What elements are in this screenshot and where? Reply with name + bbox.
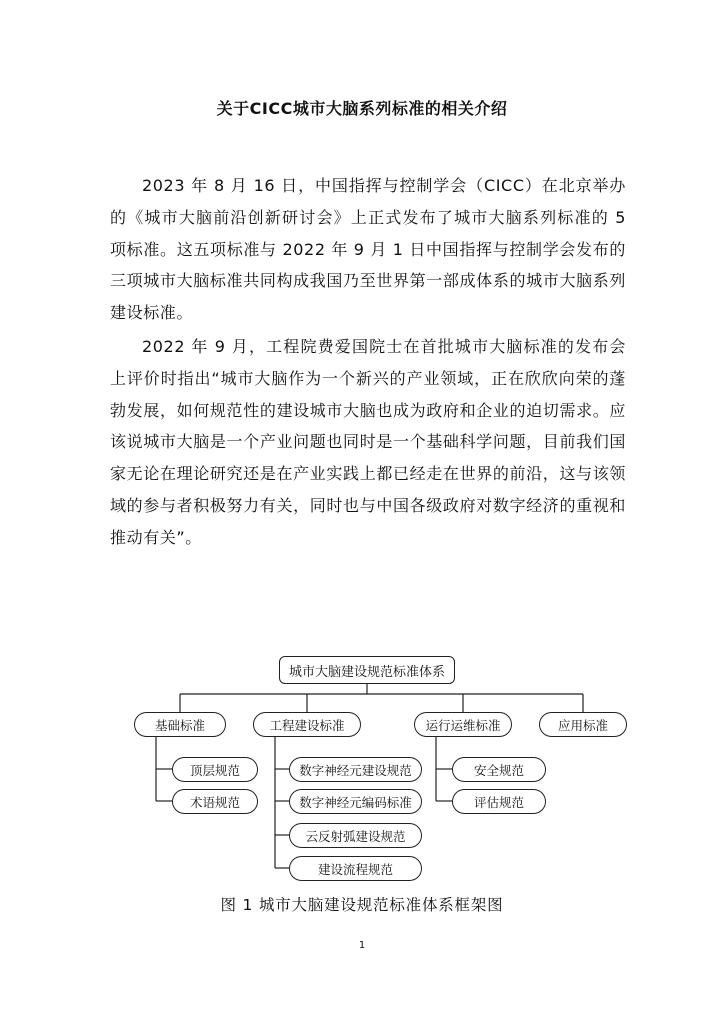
figure-caption: 图 1 城市大脑建设规范标准体系框架图 bbox=[220, 896, 504, 914]
node-evaluation-spec: 评估规范 bbox=[452, 789, 546, 814]
category-operation-standards: 运行运维标准 bbox=[414, 712, 512, 737]
page-number: 1 bbox=[358, 940, 366, 951]
node-cloud-reflex-arc-spec: 云反射弧建设规范 bbox=[289, 823, 422, 848]
document-title: 关于CICC城市大脑系列标准的相关介绍 bbox=[216, 99, 508, 118]
category-basic-standards: 基础标准 bbox=[134, 712, 226, 737]
node-digital-neuron-build-spec: 数字神经元建设规范 bbox=[289, 757, 422, 782]
node-digital-neuron-coding-standard: 数字神经元编码标准 bbox=[289, 789, 422, 814]
node-top-level-spec: 顶层规范 bbox=[172, 757, 258, 782]
paragraph-2: 2022 年 9 月，工程院费爱国院士在首批城市大脑标准的发布会上评价时指出“城市大脑作为一个新兴的产业领域，正在欣欣向荣的蓬勃发展，如何规范性的建设城市大脑也成为政府和企业的迫切需求。应该说城市大脑是一个产业问题也同时是一个基础科学问题，目前我们国家无论在理论研究还是在产业实践上都已经走在世界的前沿，这与该领域的参与者积极努力有关，同时也与中国各级政府对数字经济的重视和推动有关”。 bbox=[110, 336, 626, 547]
paragraph-1: 2023 年 8 月 16 日，中国指挥与控制学会（CICC）在北京举办的《城市大脑前沿创新研讨会》上正式发布了城市大脑系列标准的 5 项标准。这五项标准与 2022 年 9 月 1 日中国指挥与控制学会发布的三项城市大脑标准共同构成我国乃至世界第一部成体系的城市大脑系列建设标准。 bbox=[110, 176, 626, 323]
category-engineering-standards: 工程建设标准 bbox=[253, 712, 361, 737]
category-application-standards: 应用标准 bbox=[539, 712, 627, 737]
node-security-spec: 安全规范 bbox=[452, 757, 546, 782]
node-terminology-spec: 术语规范 bbox=[172, 789, 258, 814]
node-build-process-spec: 建设流程规范 bbox=[289, 856, 422, 881]
diagram-root-node: 城市大脑建设规范标准体系 bbox=[279, 656, 455, 684]
